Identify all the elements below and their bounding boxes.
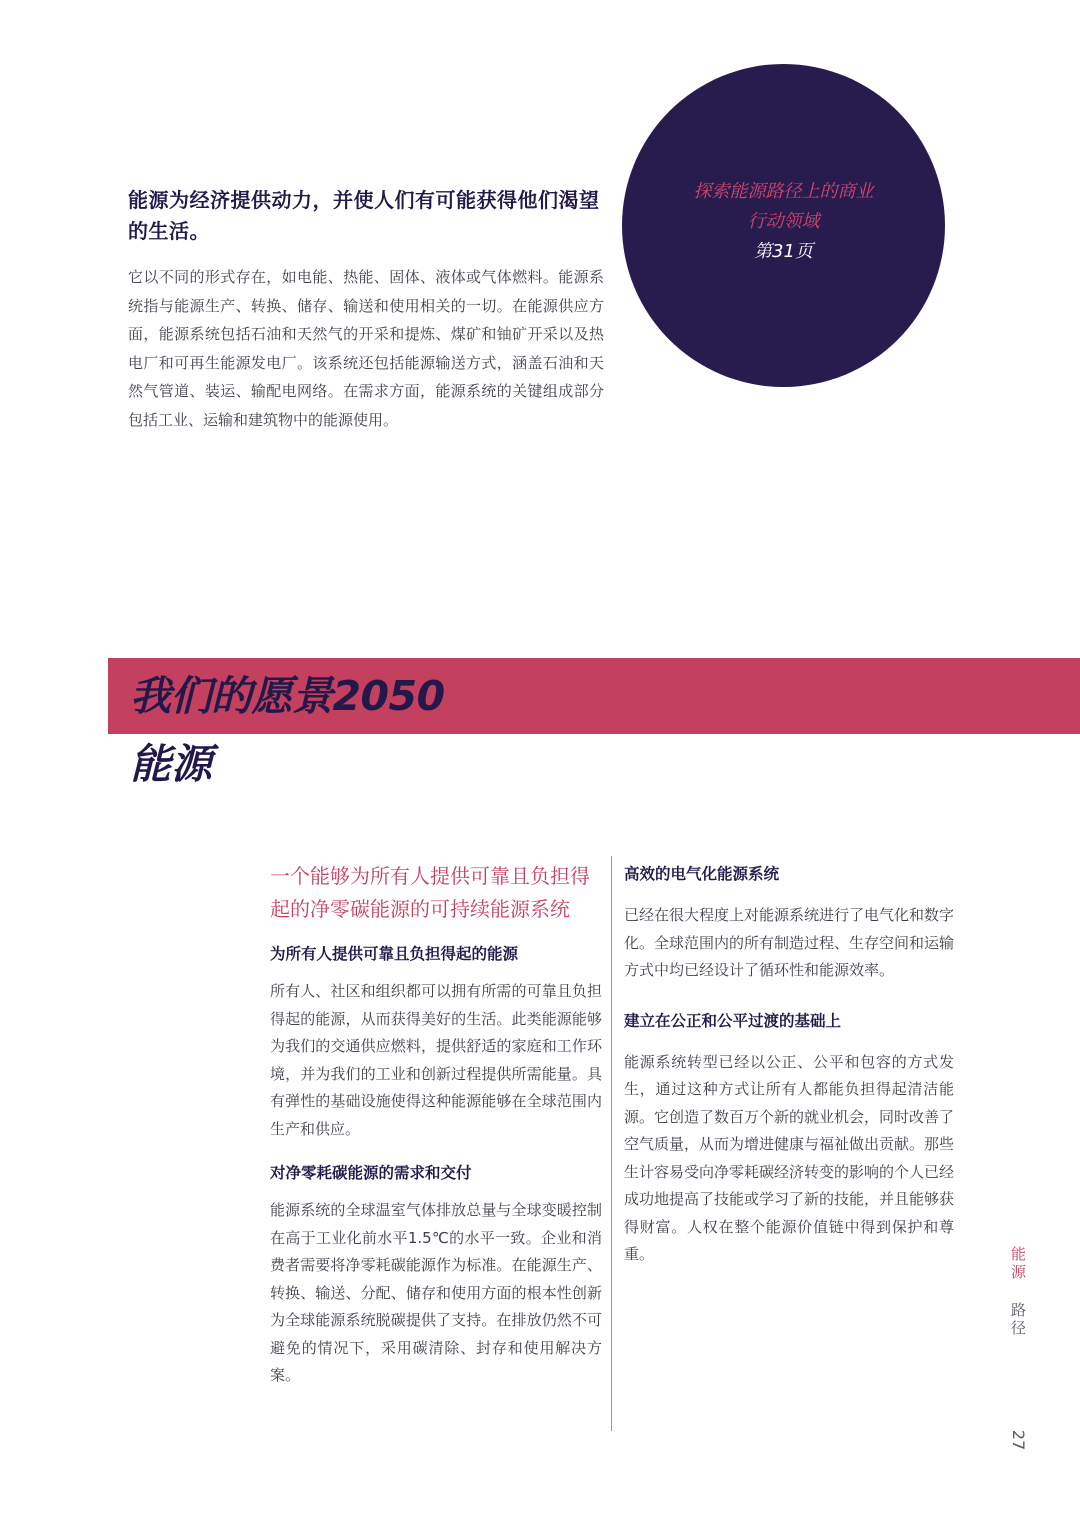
running-header-section: 能源 bbox=[1009, 1246, 1027, 1282]
page-reference-link[interactable]: 第31页 bbox=[754, 241, 813, 262]
intro-section bbox=[128, 185, 604, 434]
intro-heading: 能源为经济提供动力，并使人们有可能获得他们渴望的生活。 bbox=[128, 188, 600, 243]
callout-circle bbox=[622, 64, 945, 387]
callout-text bbox=[662, 177, 905, 267]
intro-paragraph: 它以不同的形式存在，如电能、热能、固体、液体或气体燃料。能源系统指与能源生产、转换、储存、输送和使用相关的一切。在能源供应方面，能源系统包括石油和天然气的开采和提炼、煤矿和铀矿开采以及热电厂和可再生能源发电厂。该系统还包括能源输送方式，涵盖石油和天然气管道、装运、输配电网络。在需求方面，能源系统的关键组成部分包括工业、运输和建筑物中的能源使用。 bbox=[128, 268, 604, 429]
section-heading-affordable-energy: 为所有人提供可靠且负担得起的能源 bbox=[270, 945, 519, 963]
banner-title: 我们的愿景2050 bbox=[130, 672, 445, 720]
page-number: 27 bbox=[1009, 1429, 1028, 1451]
callout-line-2: 行动领域 bbox=[747, 211, 820, 232]
right-column bbox=[624, 860, 954, 1269]
banner-subtitle: 能源 bbox=[130, 740, 212, 788]
section-heading-just-transition: 建立在公正和公平过渡的基础上 bbox=[624, 1011, 842, 1030]
section-heading-net-zero-demand: 对净零耗碳能源的需求和交付 bbox=[270, 1164, 472, 1182]
section-body-electrified-system: 已经在很大程度上对能源系统进行了电气化和数字化。全球范围内的所有制造过程、生存空间和运输方式中均已经设计了循环性和能源效率。 bbox=[624, 906, 955, 979]
vision-headline: 一个能够为所有人提供可靠且负担得起的净零碳能源的可持续能源系统 bbox=[270, 864, 590, 921]
section-body-net-zero-demand: 能源系统的全球温室气体排放总量与全球变暖控制在高于工业化前水平1.5℃的水平一致。企业和消费者需要将净零耗碳能源作为标准。在能源生产、转换、输送、分配、储存和使用方面的根本性创新为全球能源系统脱碳提供了支持。在排放仍然不可避免的情况下，采用碳清除、封存和使用解决方案。 bbox=[270, 1201, 602, 1384]
left-column bbox=[270, 860, 602, 1390]
vision-banner bbox=[108, 658, 1080, 734]
section-heading-electrified-system: 高效的电气化能源系统 bbox=[624, 865, 780, 883]
column-divider bbox=[611, 856, 612, 1431]
running-header-series: 路径 bbox=[1009, 1302, 1027, 1338]
callout-line-1: 探索能源路径上的商业 bbox=[693, 181, 874, 202]
section-body-just-transition: 能源系统转型已经以公正、公平和包容的方式发生，通过这种方式让所有人都能负担得起清洁能源。它创造了数百万个新的就业机会，同时改善了空气质量，从而为增进健康与福祉做出贡献。那些生计容易受向净零耗碳经济转变的影响的个人已经成功地提高了技能或学习了新的技能，并且能够获得财富。人权在整个能源价值链中得到保护和尊重。 bbox=[624, 1052, 955, 1263]
section-body-affordable-energy: 所有人、社区和组织都可以拥有所需的可靠且负担得起的能源，从而获得美好的生活。此类能源能够为我们的交通供应燃料，提供舒适的家庭和工作环境，并为我们的工业和创新过程提供所需能量。具有弹性的基础设施使得这种能源能够在全球范围内生产和供应。 bbox=[270, 982, 602, 1138]
